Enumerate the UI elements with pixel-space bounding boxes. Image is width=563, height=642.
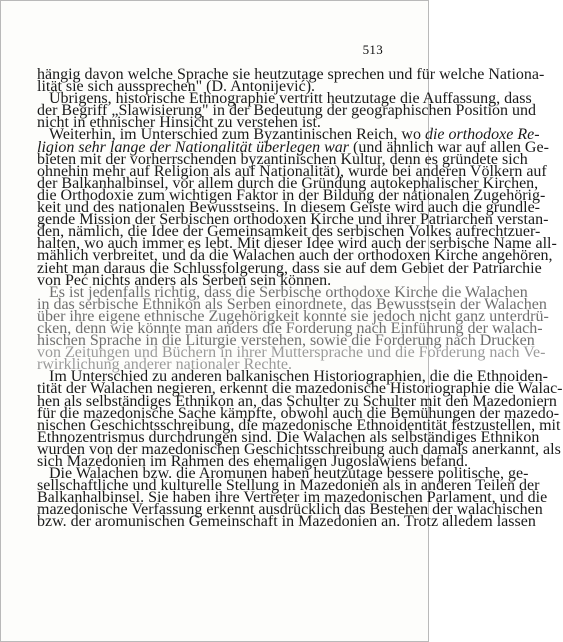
text-line: zieht man daraus die Schlussfolgerung, dass sie auf dem Gebiet der Patriarchie: [37, 259, 542, 277]
page-number: 513: [362, 42, 383, 57]
text-line: keit und des nationalen Bewusstseins. In diesem Geiste wird auch die grundle-: [37, 199, 540, 217]
text-line: bzw. der aromunischen Gemeinschaft in Mazedonien an. Trotz alledem lassen: [37, 513, 536, 531]
text-line: Die Walachen bzw. die Aromunen haben heutzutage bessere politische, ge-: [49, 465, 529, 483]
text-line: wurden von der mazedonischen Geschichtsschreibung auch damals anerkannt, als: [37, 440, 561, 458]
text-line: hängig davon welche Sprache sie heutzutage sprechen und für welche Nationa-: [37, 66, 545, 83]
emphasis-text: die orthodoxe Re-: [424, 126, 540, 144]
text-line: in das serbische Ethnikon als Serben einordnete, das Bewusstsein der Walachen: [37, 295, 547, 313]
text-line: der Begriff „Slawisierung" in der Bedeutung der geographischen Position und: [37, 102, 537, 120]
text-line: lität sie sich aussprechen" (D. Antonijević).: [37, 78, 316, 96]
text-line: nischen Geschichtsschreibung, die mazedonische Ethnoidentität festzustellen, mit: [37, 416, 561, 434]
text-line: Balkanhalbinsel. Sie haben ihre Vertreter im mazedonischen Parlament, und die: [37, 489, 548, 507]
text-segment: (und ähnlich war auf allen Ge-: [348, 138, 549, 156]
text-line: hen als selbständiges Ethnikon an, das Schulter zu Schulter mit den Mazedoniern: [37, 392, 557, 410]
text-line: Übrigens, historische Ethnographie vertritt heutzutage die Auffassung, dass: [49, 90, 532, 108]
text-line: für die mazedonische Sache kämpfte, obwohl auch die Bemühungen der mazedo-: [37, 404, 560, 422]
text-line: die Orthodoxie zum wichtigen Faktor in der Bildung der nationalen Zugehörig-: [37, 186, 546, 204]
text-line: Im Unterschied zu anderen balkanischen Historiographien, die die Ethnoiden-: [49, 368, 548, 386]
text-line: der Balkanhalbinsel, vor allem durch die Gründung autokephalischer Kirchen,: [37, 174, 539, 192]
text-line: halten, wo auch immer es lebt. Mit dieser Idee wird auch der serbische Name all-: [37, 235, 557, 253]
text-line: Es ist jedenfalls richtig, dass die Serbische orthodoxe Kirche die Walachen: [49, 283, 528, 301]
text-line: nicht in ethnischer Hinsicht zu verstehen ist.: [37, 114, 321, 132]
text-line: bieten mit der vorherrschenden byzantinischen Kultur, denn es gründete sich: [37, 150, 528, 168]
text-line: mazedonische Verfassung erkennt ausdrücklich das Bestehen der walachischen: [37, 501, 543, 519]
text-line: von Peć nichts anders als Serben sein können.: [37, 271, 332, 289]
text-line: sich Mazedonien im Rahmen des ehemaligen Jugoslawiens befand.: [37, 453, 468, 470]
text-line: gende Mission der Serbischen orthodoxen Kirche und ihrer Patriarchen verstan-: [37, 211, 549, 229]
text-line: rwirklichung anderer nationaler Rechte.: [37, 356, 292, 374]
text-line: den, nämlich, die Idee der Gemeinsamkeit des serbischen Volkes aufrechtzuer-: [37, 223, 541, 241]
text-line: mählich verbreitet, und da die Walachen auch der orthodoxen Kirche angehören,: [37, 247, 553, 265]
text-line: ohnehin mehr auf Religion als auf Nationalität), wurde bei anderen Völkern auf: [37, 162, 547, 180]
emphasis-text: ligion sehr lange der Nationalität überlegen war: [37, 138, 349, 156]
body-text: [37, 66, 563, 531]
text-line: tität der Walachen negieren, erkennt die mazedonische Historiographie die Walac-: [37, 380, 563, 398]
text-line: Ethnozentrismus durchdrungen sind. Die Walachen als selbständiges Ethnikon: [37, 428, 540, 446]
text-line: [37, 138, 549, 156]
text-segment: Weiterhin, im Unterschied zum Byzantinischen Reich, wo: [49, 126, 425, 144]
text-line: über ihre eigene ethnische Zugehörigkeit konnte sie jedoch nicht ganz unterdrü-: [37, 307, 549, 325]
text-line: cken, denn wie könnte man anders die Forderung nach Einführung der walach-: [37, 319, 543, 337]
text-line: [37, 126, 540, 144]
text-line: sellschaftliche und kulturelle Stellung in Mazedonien als in anderen Teilen der: [37, 477, 540, 495]
text-line: hischen Sprache in die Liturgie verstehen, sowie die Forderung nach Drucken: [37, 332, 535, 350]
text-line: von Zeitungen und Büchern in ihrer Muttersprache und die Forderung nach Ve-: [37, 344, 546, 362]
